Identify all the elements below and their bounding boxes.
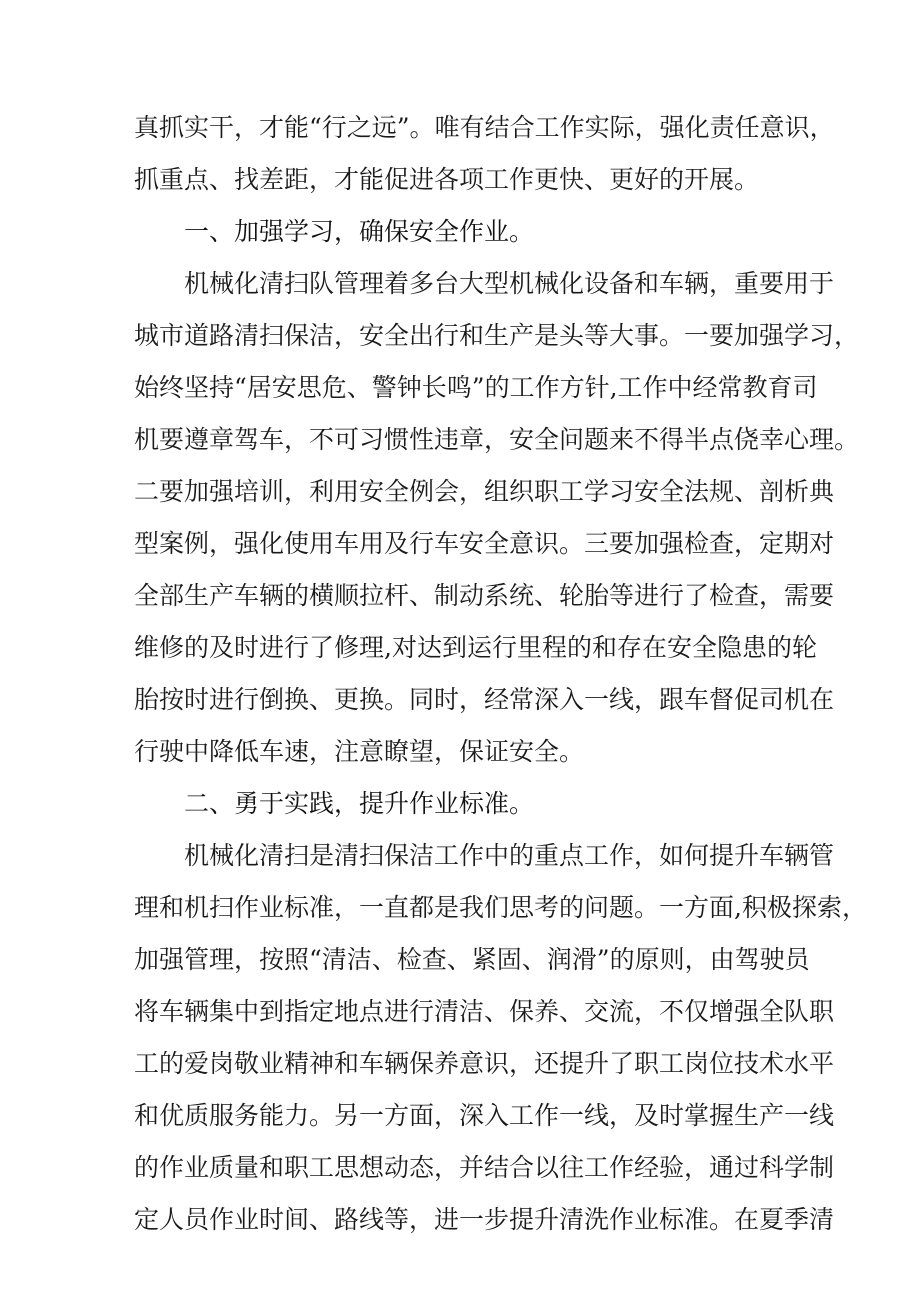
section2-line-6: 和优质服务能力。另一方面，深入工作一线，及时掌握生产一线 [134, 1101, 835, 1130]
section2-line-8: 定人员作业时间、路线等，进一步提升清洗作业标准。在夏季清 [134, 1205, 835, 1234]
section2-heading: 二、勇于实践，提升作业标准。 [184, 789, 535, 818]
intro-line-2: 抓重点、找差距，才能促进各项工作更快、更好的开展。 [134, 165, 760, 194]
section2-line-5: 工的爱岗敬业精神和车辆保养意识，还提升了职工岗位技术水平 [134, 1049, 835, 1078]
section2-line-3: 加强管理，按照“清洁、检查、紧固、润滑”的原则，由驾驶员 [134, 945, 810, 974]
section1-line-7: 全部生产车辆的横顺拉杆、制动系统、轮胎等进行了检查，需要 [134, 581, 835, 610]
section2-line-4: 将车辆集中到指定地点进行清洁、保养、交流，不仅增强全队职 [134, 997, 835, 1026]
section2-line-1: 机械化清扫是清扫保洁工作中的重点工作，如何提升车辆管 [184, 841, 835, 870]
section1-line-10: 行驶中降低车速，注意瞭望，保证安全。 [134, 737, 585, 766]
section2-line-7: 的作业质量和职工思想动态，并结合以往工作经验，通过科学制 [134, 1153, 835, 1182]
section1-line-2: 城市道路清扫保洁，安全出行和生产是头等大事。一要加强学习， [134, 321, 860, 350]
section1-line-5: 二要加强培训，利用安全例会，组织职工学习安全法规、剖析典 [134, 477, 835, 506]
section1-heading: 一、加强学习，确保安全作业。 [184, 217, 535, 246]
section1-line-1: 机械化清扫队管理着多台大型机械化设备和车辆，重要用于 [184, 269, 835, 298]
section1-line-6: 型案例，强化使用车用及行车安全意识。三要加强检查，定期对 [134, 529, 835, 558]
intro-line-1: 真抓实干，才能“行之远”。唯有结合工作实际，强化责任意识， [134, 113, 835, 142]
section1-line-4: 机要遵章驾车，不可习惯性违章，安全问题来不得半点侥幸心理。 [134, 425, 860, 454]
section1-line-9: 胎按时进行倒换、更换。同时，经常深入一线，跟车督促司机在 [134, 685, 835, 714]
section1-line-8: 维修的及时进行了修理,对达到运行里程的和存在安全隐患的轮 [134, 633, 817, 662]
section2-line-2: 理和机扫作业标准，一直都是我们思考的问题。一方面,积极探索， [134, 893, 867, 922]
section1-line-3: 始终坚持“居安思危、警钟长鸣”的工作方针,工作中经常教育司 [134, 373, 818, 402]
